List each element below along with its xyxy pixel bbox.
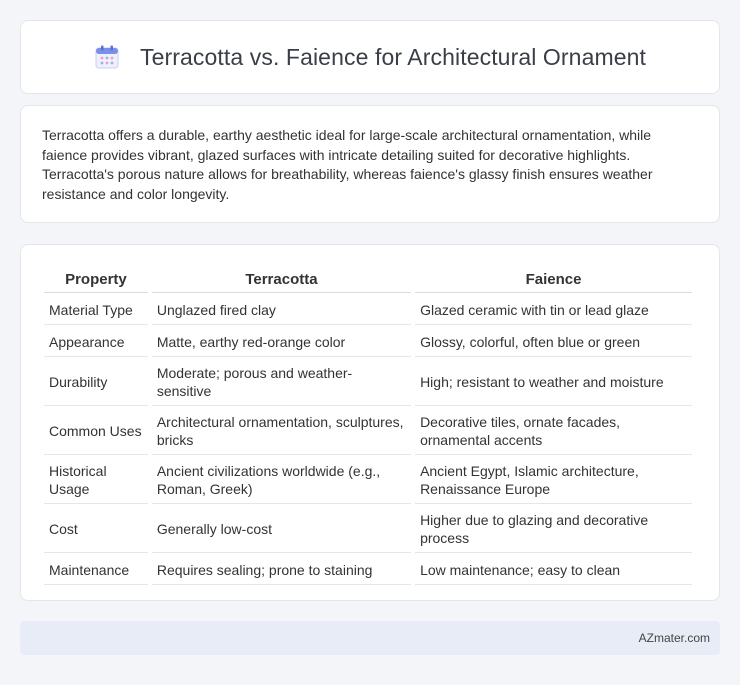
intro-card [20, 105, 720, 223]
table-cell-terracotta: Requires sealing; prone to staining [152, 555, 411, 585]
header-card [20, 20, 720, 94]
column-header-faience: Faience [415, 267, 692, 293]
table-cell-terracotta: Generally low-cost [152, 506, 411, 553]
table-cell-terracotta: Architectural ornamentation, sculptures, bricks [152, 408, 411, 455]
table-cell-terracotta: Ancient civilizations worldwide (e.g., Roman, Greek) [152, 457, 411, 504]
table-row [44, 295, 692, 325]
table-cell-property: Historical Usage [44, 457, 148, 504]
intro-text: Terracotta offers a durable, earthy aesthetic ideal for large-scale architectural ornamentation, while faience provides vibrant, glazed surfaces with intricate detailing suited for decorative highlights. Terracotta's porous nature allows for breathability, whereas faience's glassy finish ensures weather resistance and color longevity. [42, 127, 653, 202]
table-cell-terracotta: Unglazed fired clay [152, 295, 411, 325]
table-row [44, 555, 692, 585]
table-cell-property: Material Type [44, 295, 148, 325]
table-cell-property: Common Uses [44, 408, 148, 455]
table-cell-faience: Decorative tiles, ornate facades, ornamental accents [415, 408, 692, 455]
comparison-table-card [20, 244, 720, 601]
table-cell-property: Maintenance [44, 555, 148, 585]
table-cell-faience: Ancient Egypt, Islamic architecture, Renaissance Europe [415, 457, 692, 504]
calendar-icon [94, 44, 120, 70]
table-row [44, 359, 692, 406]
table-cell-property: Cost [44, 506, 148, 553]
table-cell-faience: Glazed ceramic with tin or lead glaze [415, 295, 692, 325]
footer-site-link[interactable]: AZmater.com [638, 631, 710, 645]
page-title: Terracotta vs. Faience for Architectural Ornament [140, 43, 646, 70]
column-header-terracotta: Terracotta [152, 267, 411, 293]
table-cell-faience: Low maintenance; easy to clean [415, 555, 692, 585]
table-header-row [44, 267, 692, 293]
table-row [44, 506, 692, 553]
table-cell-faience: Glossy, colorful, often blue or green [415, 327, 692, 357]
table-row [44, 327, 692, 357]
table-cell-faience: High; resistant to weather and moisture [415, 359, 692, 406]
table-cell-faience: Higher due to glazing and decorative process [415, 506, 692, 553]
table-cell-property: Durability [44, 359, 148, 406]
header [21, 21, 719, 93]
table-cell-property: Appearance [44, 327, 148, 357]
footer [20, 621, 720, 655]
comparison-table [40, 265, 696, 587]
table-row [44, 408, 692, 455]
table-cell-terracotta: Matte, earthy red-orange color [152, 327, 411, 357]
table-cell-terracotta: Moderate; porous and weather-sensitive [152, 359, 411, 406]
column-header-property: Property [44, 267, 148, 293]
table-row [44, 457, 692, 504]
